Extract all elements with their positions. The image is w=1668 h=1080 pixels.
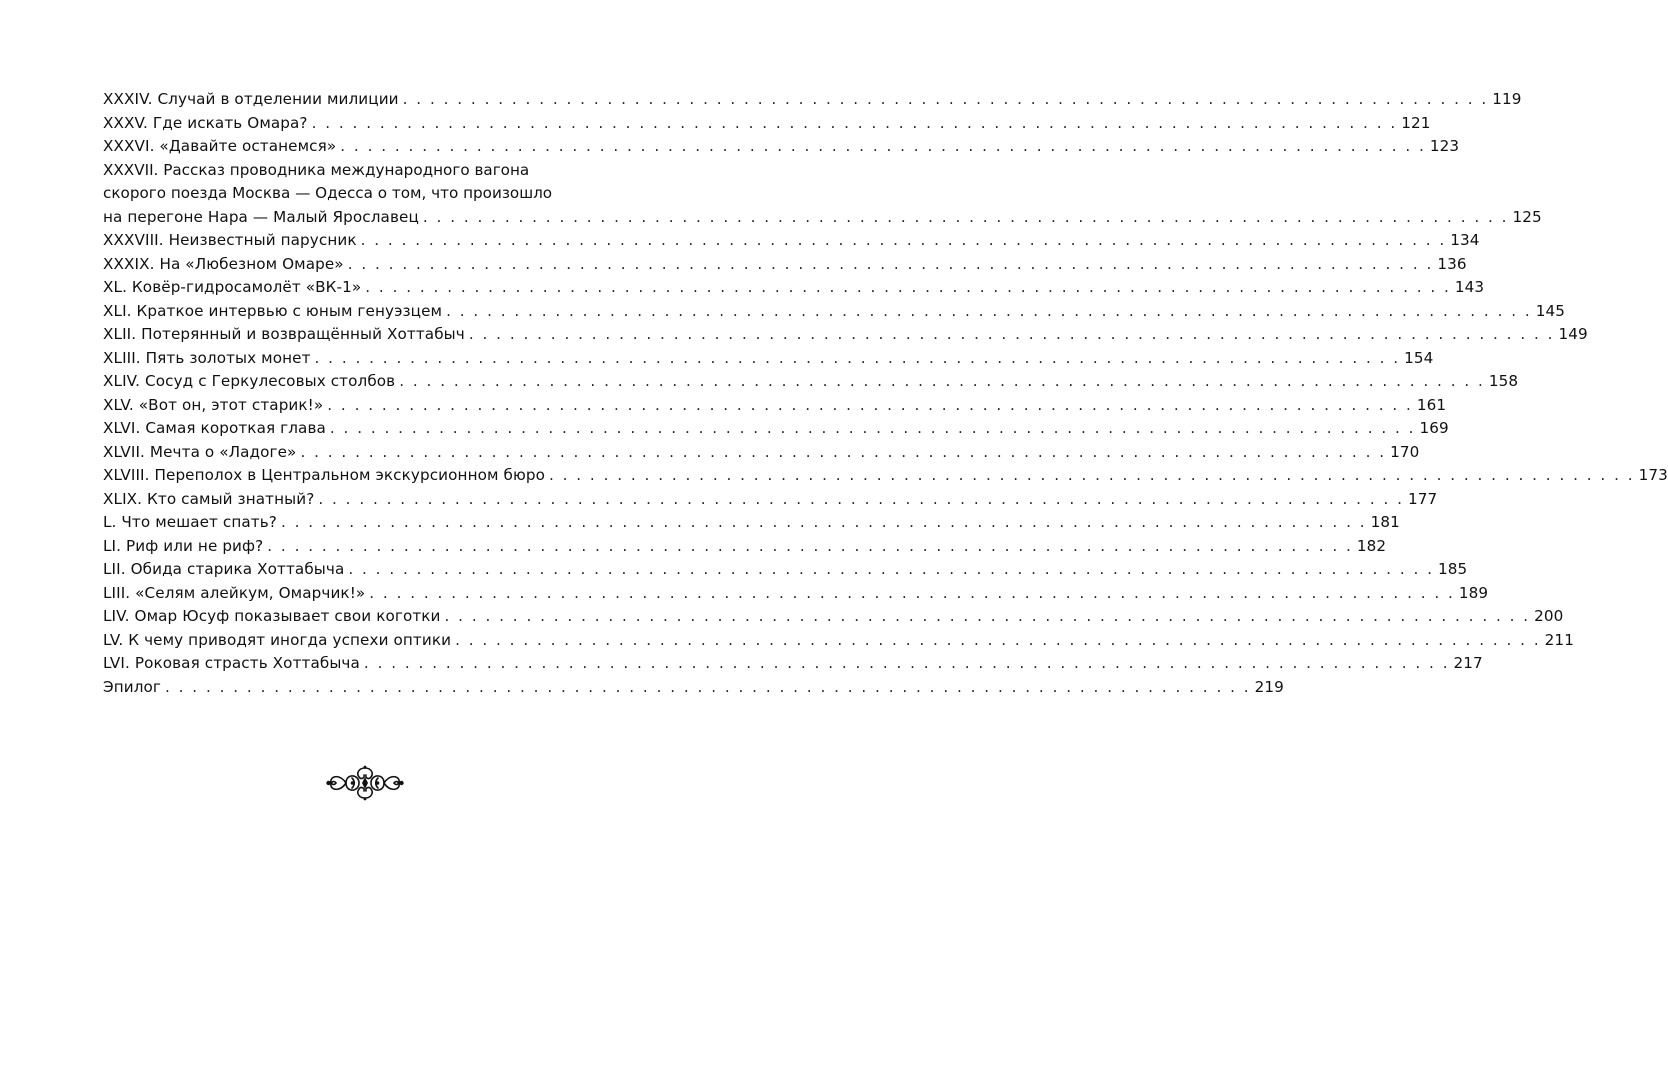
- toc-entry: [103, 370, 1519, 394]
- toc-entry-page: 182: [1356, 536, 1387, 555]
- toc-entry-title: на перегоне Нара — Малый Ярославец: [103, 207, 419, 226]
- toc-entry-page: 121: [1401, 113, 1431, 132]
- toc-entry-page: 123: [1429, 137, 1460, 155]
- toc-entry: [103, 206, 1542, 230]
- toc-entry: [103, 676, 1284, 700]
- toc-entry-title: LI. Риф или не риф?: [103, 536, 264, 555]
- leader-dots: . . . . . . . . . . . . . . . . . . . . . . . . . . . . . . . . . . . . . . . . . . . . . . . . . . . . . . . . . . . . . . . . . . . . . . . . . . . . . . . .: [347, 254, 1434, 273]
- toc-entry-title: XLI. Краткое интервью с юным генуэзцем: [103, 301, 443, 320]
- toc-entry-page: 154: [1404, 348, 1434, 367]
- leader-dots: . . . . . . . . . . . . . . . . . . . . . . . . . . . . . . . . . . . . . . . . . . . . . . . . . . . . . . . . . . . . . . . . . . . . . . . . . . . . . . . .: [468, 325, 1555, 343]
- toc-entry-title: XLVIII. Переполох в Центральном экскурсионном бюро: [103, 466, 545, 484]
- leader-dots: . . . . . . . . . . . . . . . . . . . . . . . . . . . . . . . . . . . . . . . . . . . . . . . . . . . . . . . . . . . . . . . . . . . . . . . . . . . . . . . .: [365, 278, 1451, 296]
- leader-dots: . . . . . . . . . . . . . . . . . . . . . . . . . . . . . . . . . . . . . . . . . . . . . . . . . . . . . . . . . . . . . . . . . . . . . . . . . . . . . . . .: [329, 419, 1416, 437]
- toc-entry-page: 149: [1558, 325, 1588, 343]
- toc-entry-page: 185: [1437, 560, 1468, 578]
- toc-entry: [103, 488, 1438, 512]
- toc-entry-page: 145: [1535, 301, 1566, 320]
- toc-entry: [103, 652, 1483, 676]
- toc-entry-title: XXXIV. Случай в отделении милиции: [103, 90, 399, 108]
- leader-dots: . . . . . . . . . . . . . . . . . . . . . . . . . . . . . . . . . . . . . . . . . . . . . . . . . . . . . . . . . . . . . . . . . . . . . . . . . . . . . . . .: [314, 348, 1401, 367]
- toc-entry: [103, 629, 1574, 653]
- toc-entry-title: XLII. Потерянный и возвращённый Хоттабыч: [103, 325, 465, 343]
- leader-dots: . . . . . . . . . . . . . . . . . . . . . . . . . . . . . . . . . . . . . . . . . . . . . . . . . . . . . . . . . . . . . . . . . . . . . . . . . . . . . . . .: [318, 489, 1404, 508]
- leader-dots: . . . . . . . . . . . . . . . . . . . . . . . . . . . . . . . . . . . . . . . . . . . . . . . . . . . . . . . . . . . . . . . . . . . . . . . . . . . . . . . .: [280, 513, 1367, 531]
- toc-entry-page: 119: [1492, 90, 1522, 108]
- toc-entry-title: LVI. Роковая страсть Хоттабыча: [103, 654, 360, 672]
- decorative-fleuron-icon: [326, 764, 404, 802]
- toc-entry-title: XLIX. Кто самый знатный?: [103, 489, 315, 508]
- toc-entry-page: 169: [1419, 419, 1449, 437]
- leader-dots: . . . . . . . . . . . . . . . . . . . . . . . . . . . . . . . . . . . . . . . . . . . . . . . . . . . . . . . . . . . . . . . . . . . . . . . . . . . . . . . .: [360, 231, 1447, 249]
- toc-entry-page: 136: [1437, 254, 1467, 273]
- leader-dots: . . . . . . . . . . . . . . . . . . . . . . . . . . . . . . . . . . . . . . . . . . . . . . . . . . . . . . . . . . . . . . . . . . . . . . . . . . . . . . . .: [340, 137, 1426, 155]
- leader-dots: . . . . . . . . . . . . . . . . . . . . . . . . . . . . . . . . . . . . . . . . . . . . . . . . . . . . . . . . . . . . . . . . . . . . . . . . . . . . . . . .: [363, 654, 1450, 672]
- toc-entry-page: 219: [1254, 677, 1284, 696]
- toc-entry: [103, 464, 1668, 488]
- toc-entry-title: LV. К чему приводят иногда успехи оптики: [103, 630, 452, 649]
- toc-entry: [103, 535, 1387, 559]
- toc-entry-title: LII. Обида старика Хоттабыча: [103, 560, 345, 578]
- toc-entry-title: XLIII. Пять золотых монет: [103, 348, 311, 367]
- toc-entry-title-line: XXXVII. Рассказ проводника международного вагона: [103, 160, 530, 179]
- toc-entry-title: Эпилог: [103, 677, 161, 696]
- toc-entry-page: 125: [1512, 207, 1542, 226]
- leader-dots: . . . . . . . . . . . . . . . . . . . . . . . . . . . . . . . . . . . . . . . . . . . . . . . . . . . . . . . . . . . . . . . . . . . . . . . . . . . . . . . .: [444, 607, 1531, 625]
- toc-entry: [103, 347, 1434, 371]
- leader-dots: . . . . . . . . . . . . . . . . . . . . . . . . . . . . . . . . . . . . . . . . . . . . . . . . . . . . . . . . . . . . . . . . . . . . . . . . . . . . . . . .: [327, 395, 1413, 414]
- toc-entry: [103, 300, 1566, 324]
- toc-entry-title: LIII. «Селям алейкум, Омарчик!»: [103, 583, 366, 602]
- toc-entry-page: 143: [1454, 278, 1485, 296]
- toc-entry-page: 181: [1370, 513, 1400, 531]
- toc-entry: [103, 253, 1467, 277]
- leader-dots: . . . . . . . . . . . . . . . . . . . . . . . . . . . . . . . . . . . . . . . . . . . . . . . . . . . . . . . . . . . . . . . . . . . . . . . . . . . . . . . .: [422, 207, 1509, 226]
- leader-dots: . . . . . . . . . . . . . . . . . . . . . . . . . . . . . . . . . . . . . . . . . . . . . . . . . . . . . . . . . . . . . . . . . . . . . . . . . . . . . . . .: [311, 113, 1398, 132]
- leader-dots: . . . . . . . . . . . . . . . . . . . . . . . . . . . . . . . . . . . . . . . . . . . . . . . . . . . . . . . . . . . . . . . . . . . . . . . . . . . . . . . .: [300, 442, 1387, 461]
- toc-entry-title: XLIV. Сосуд с Геркулесовых столбов: [103, 372, 396, 390]
- leader-dots: . . . . . . . . . . . . . . . . . . . . . . . . . . . . . . . . . . . . . . . . . . . . . . . . . . . . . . . . . . . . . . . . . . . . . . . . . . . . . . . .: [446, 301, 1532, 320]
- toc-entry: [103, 394, 1447, 418]
- toc-entry-page: 200: [1534, 607, 1564, 625]
- toc-entry-title: LIV. Омар Юсуф показывает свои коготки: [103, 607, 441, 625]
- toc-entry-title: XL. Ковёр-гидросамолёт «ВК-1»: [103, 278, 362, 296]
- toc-entry-title: XLVI. Самая короткая глава: [103, 419, 326, 437]
- toc-entry: [103, 88, 1522, 112]
- toc-entry: [103, 229, 1480, 253]
- toc-entry-title-line: скорого поезда Москва — Одесса о том, что произошло: [103, 184, 553, 202]
- toc-entry-title: XXXIX. На «Любезном Омаре»: [103, 254, 344, 273]
- toc-entry-page: 134: [1450, 231, 1480, 249]
- toc-entry-title: L. Что мешает спать?: [103, 513, 277, 531]
- toc-entry-page: 217: [1453, 654, 1483, 672]
- toc-entry-page: 189: [1458, 583, 1489, 602]
- toc-entry-title: XLV. «Вот он, этот старик!»: [103, 395, 324, 414]
- leader-dots: . . . . . . . . . . . . . . . . . . . . . . . . . . . . . . . . . . . . . . . . . . . . . . . . . . . . . . . . . . . . . . . . . . . . . . . . . . . . . . . .: [548, 466, 1635, 484]
- toc-entry-page: 173: [1638, 466, 1668, 484]
- leader-dots: . . . . . . . . . . . . . . . . . . . . . . . . . . . . . . . . . . . . . . . . . . . . . . . . . . . . . . . . . . . . . . . . . . . . . . . . . . . . . . . .: [164, 677, 1251, 696]
- table-of-contents: [103, 88, 1668, 699]
- toc-entry: [103, 582, 1489, 606]
- toc-entry-title: XXXVI. «Давайте останемся»: [103, 137, 337, 155]
- toc-entry-title: XLVII. Мечта о «Ладоге»: [103, 442, 297, 461]
- toc-entry-page: 177: [1407, 489, 1438, 508]
- toc-entry-title: XXXV. Где искать Омара?: [103, 113, 308, 132]
- toc-entry: [103, 441, 1420, 465]
- toc-entry: [103, 511, 1400, 535]
- toc-entry: [103, 417, 1449, 441]
- leader-dots: . . . . . . . . . . . . . . . . . . . . . . . . . . . . . . . . . . . . . . . . . . . . . . . . . . . . . . . . . . . . . . . . . . . . . . . . . . . . . . . .: [399, 372, 1485, 390]
- toc-entry-page: 211: [1544, 630, 1574, 649]
- leader-dots: . . . . . . . . . . . . . . . . . . . . . . . . . . . . . . . . . . . . . . . . . . . . . . . . . . . . . . . . . . . . . . . . . . . . . . . . . . . . . . . .: [455, 630, 1541, 649]
- toc-entry-page: 158: [1488, 372, 1519, 390]
- leader-dots: . . . . . . . . . . . . . . . . . . . . . . . . . . . . . . . . . . . . . . . . . . . . . . . . . . . . . . . . . . . . . . . . . . . . . . . . . . . . . . . .: [267, 536, 1353, 555]
- toc-entry-page: 161: [1416, 395, 1447, 414]
- toc-entry: [103, 135, 1460, 159]
- leader-dots: . . . . . . . . . . . . . . . . . . . . . . . . . . . . . . . . . . . . . . . . . . . . . . . . . . . . . . . . . . . . . . . . . . . . . . . . . . . . . . . .: [369, 583, 1455, 602]
- toc-entry-page: 170: [1390, 442, 1420, 461]
- leader-dots: . . . . . . . . . . . . . . . . . . . . . . . . . . . . . . . . . . . . . . . . . . . . . . . . . . . . . . . . . . . . . . . . . . . . . . . . . . . . . . . .: [348, 560, 1434, 578]
- toc-entry: [103, 276, 1485, 300]
- toc-entry: [103, 558, 1468, 582]
- toc-entry: [103, 605, 1564, 629]
- toc-entry-title: XXXVIII. Неизвестный парусник: [103, 231, 357, 249]
- toc-entry: [103, 323, 1588, 347]
- toc-entry: [103, 112, 1431, 136]
- leader-dots: . . . . . . . . . . . . . . . . . . . . . . . . . . . . . . . . . . . . . . . . . . . . . . . . . . . . . . . . . . . . . . . . . . . . . . . . . . . . . . . .: [402, 90, 1489, 108]
